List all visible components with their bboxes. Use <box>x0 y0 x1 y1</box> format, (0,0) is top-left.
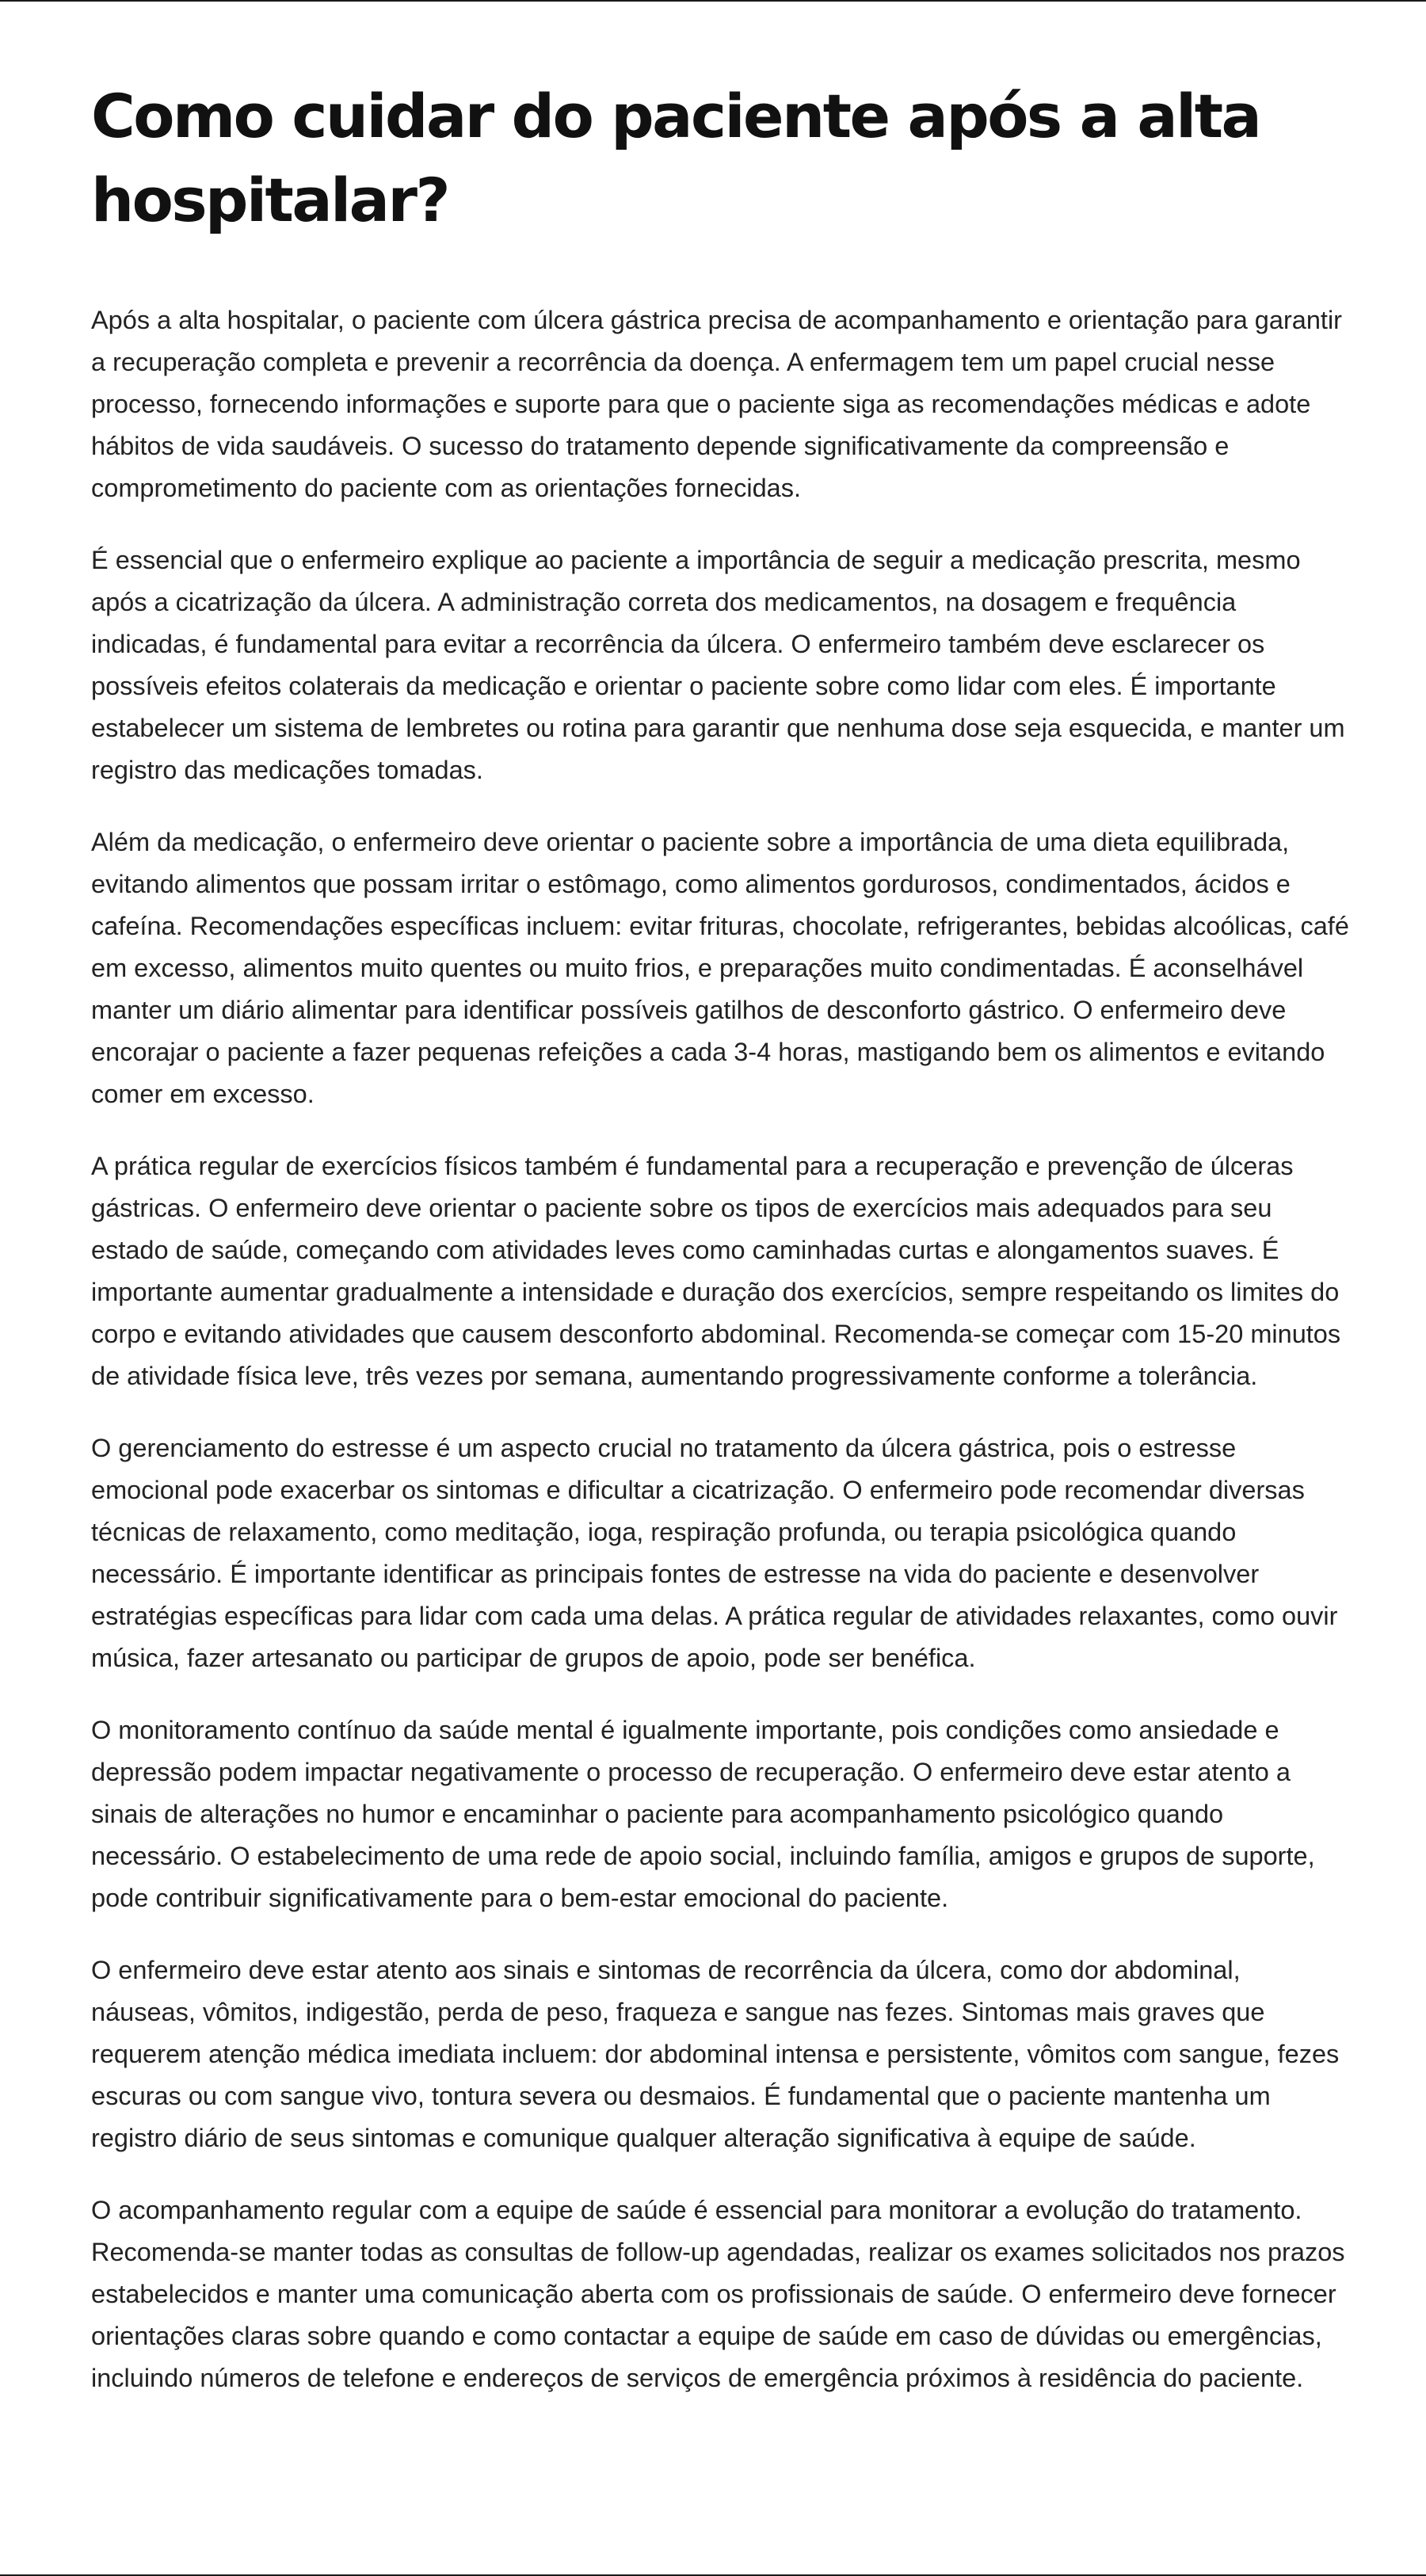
paragraph-follow-up: O acompanhamento regular com a equipe de saúde é essencial para monitorar a evolução do tratamento. Recomenda-se manter todas as consultas de follow-up agendadas, realizar os exames solicitados nos prazos estabelecidos e manter uma comunicação aberta com os profissionais de saúde. O enfermeiro deve fornecer orientações claras sobre quando e como contactar a equipe de saúde em caso de dúvidas ou emergências, incluindo números de telefone e endereços de serviços de emergência próximos à residência do paciente. <box>91 2196 1345 2392</box>
paragraph-after-discharge: Após a alta hospitalar, o paciente com úlcera gástrica precisa de acompanhamento e orientação para garantir a recuperação completa e prevenir a recorrência da doença. A enfermagem tem um papel crucial nesse processo, fornecendo informações e suporte para que o paciente siga as recomendações médicas e adote hábitos de vida saudáveis. O sucesso do tratamento depende significativamente da compreensão e comprometimento do paciente com as orientações fornecidas. <box>91 306 1342 502</box>
article <box>91 74 1351 2429</box>
paragraph-exercise: A prática regular de exercícios físicos também é fundamental para a recuperação e prevenção de úlceras gástricas. O enfermeiro deve orientar o paciente sobre os tipos de exercícios mais adequados para seu estado de saúde, começando com atividades leves como caminhadas curtas e alongamentos suaves. É importante aumentar gradualmente a intensidade e duração dos exercícios, sempre respeitando os limites do corpo e evitando atividades que causem desconforto abdominal. Recomenda-se começar com 15-20 minutos de atividade física leve, três vezes por semana, aumentando progressivamente conforme a tolerância. <box>91 1152 1341 1390</box>
paragraph-diet: Além da medicação, o enfermeiro deve orientar o paciente sobre a importância de uma dieta equilibrada, evitando alimentos que possam irritar o estômago, como alimentos gordurosos, condimentados, ácidos e cafeína. Recomendações específicas incluem: evitar frituras, chocolate, refrigerantes, bebidas alcoólicas, café em excesso, alimentos muito quentes ou muito frios, e preparações muito condimentadas. É aconselhável manter um diário alimentar para identificar possíveis gatilhos de desconforto gástrico. O enfermeiro deve encorajar o paciente a fazer pequenas refeições a cada 3-4 horas, mastigando bem os alimentos e evitando comer em excesso. <box>91 828 1349 1108</box>
paragraph-symptoms: O enfermeiro deve estar atento aos sinais e sintomas de recorrência da úlcera, como dor abdominal, náuseas, vômitos, indigestão, perda de peso, fraqueza e sangue nas fezes. Sintomas mais graves que requerem atenção médica imediata incluem: dor abdominal intensa e persistente, vômitos com sangue, fezes escuras ou com sangue vivo, tontura severa ou desmaios. É fundamental que o paciente mantenha um registro diário de seus sintomas e comunique qualquer alteração significativa à equipe de saúde. <box>91 1956 1340 2152</box>
paragraph-medication: É essencial que o enfermeiro explique ao paciente a importância de seguir a medicação prescrita, mesmo após a cicatrização da úlcera. A administração correta dos medicamentos, na dosagem e frequência indicadas, é fundamental para evitar a recorrência da úlcera. O enfermeiro também deve esclarecer os possíveis efeitos colaterais da medicação e orientar o paciente sobre como lidar com eles. É importante estabelecer um sistema de lembretes ou rotina para garantir que nenhuma dose seja esquecida, e manter um registro das medicações tomadas. <box>91 546 1345 784</box>
paragraph-stress: O gerenciamento do estresse é um aspecto crucial no tratamento da úlcera gástrica, pois o estresse emocional pode exacerbar os sintomas e dificultar a cicatrização. O enfermeiro pode recomendar diversas técnicas de relaxamento, como meditação, ioga, respiração profunda, ou terapia psicológica quando necessário. É importante identificar as principais fontes de estresse na vida do paciente e desenvolver estratégias específicas para lidar com cada uma delas. A prática regular de atividades relaxantes, como ouvir música, fazer artesanato ou participar de grupos de apoio, pode ser benéfica. <box>91 1434 1338 1672</box>
paragraph-mental-health: O monitoramento contínuo da saúde mental é igualmente importante, pois condições como ansiedade e depressão podem impactar negativamente o processo de recuperação. O enfermeiro deve estar atento a sinais de alterações no humor e encaminhar o paciente para acompanhamento psicológico quando necessário. O estabelecimento de uma rede de apoio social, incluindo família, amigos e grupos de suporte, pode contribuir significativamente para o bem-estar emocional do paciente. <box>91 1716 1315 1912</box>
page-title: Como cuidar do paciente após a alta hospitalar? <box>91 81 1260 235</box>
